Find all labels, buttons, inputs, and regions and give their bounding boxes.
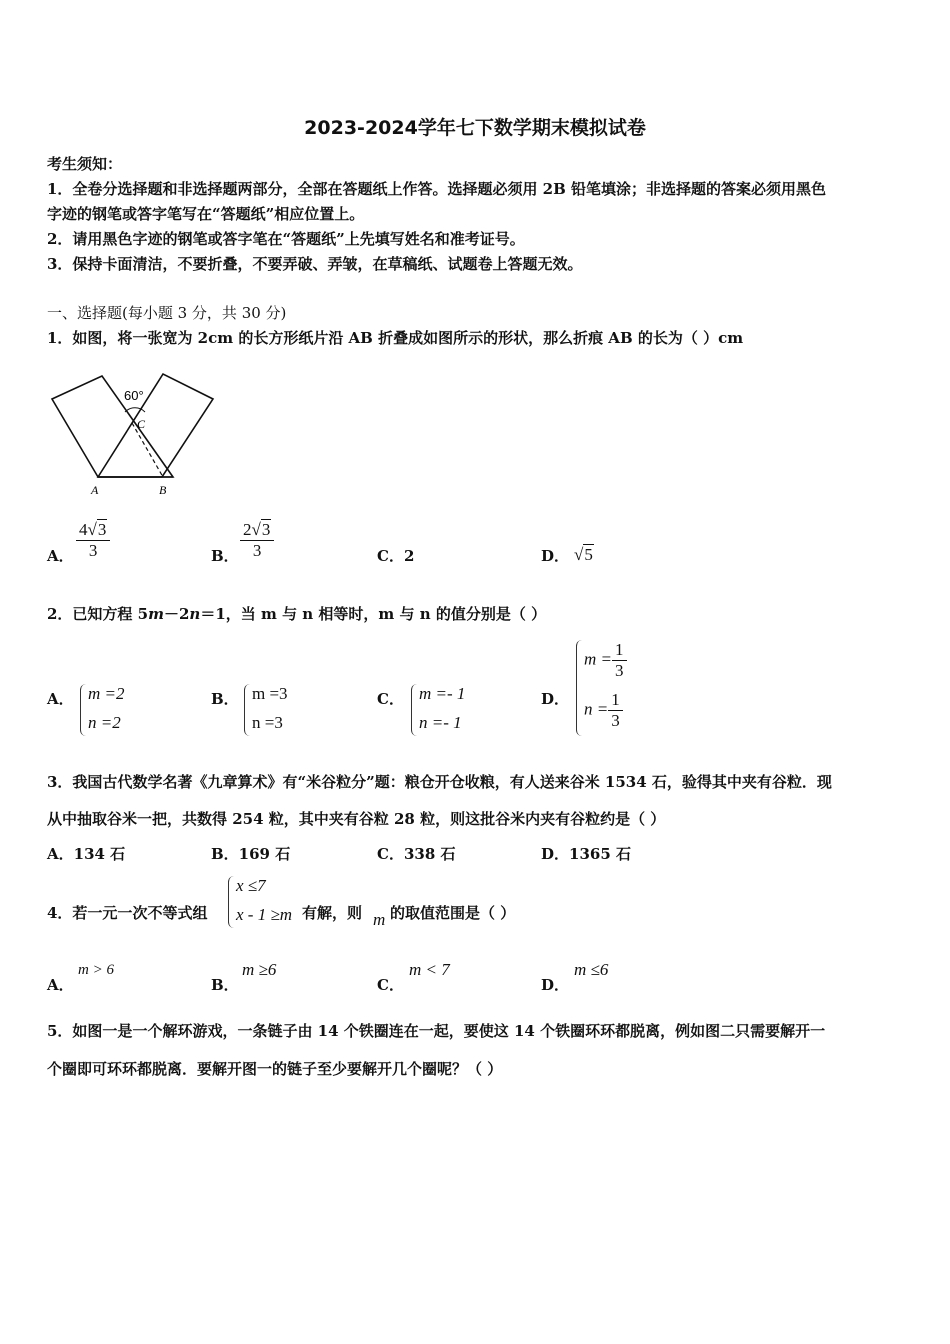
q2-d-num2: 1 <box>608 690 623 711</box>
q2-option-b-row2[interactable] <box>252 713 283 733</box>
q1-option-d-value[interactable]: √5 <box>574 545 593 564</box>
q3-option-a[interactable]: A．134 石 <box>47 845 126 863</box>
q1-option-b-value[interactable]: $\frac{2√3}{3}$ <box>240 520 274 561</box>
q2-option-a-brace <box>80 684 87 736</box>
q2-option-c-row2[interactable] <box>419 713 462 733</box>
section-heading: 一、选择题(每小题 3 分，共 30 分) <box>47 304 287 322</box>
q4-row-2 <box>236 905 292 925</box>
q3-option-b[interactable]: B．169 石 <box>211 845 291 863</box>
q1-option-a-value[interactable]: $\frac{4√3}{3}$ <box>76 520 110 561</box>
q4-option-c-label: C． <box>377 976 404 994</box>
q4-option-a-value[interactable]: m > 6 <box>78 962 114 978</box>
q4-option-b-value[interactable]: m ≥6 <box>242 960 277 979</box>
notice-heading: 考生须知： <box>47 155 123 173</box>
notice-line-1a: 1．全卷分选择题和非选择题两部分，全部在答题纸上作答。选择题必须用 2B 铅笔填涂；非选择题的答案必须用黑色 <box>47 180 827 198</box>
q4-option-d-label: D． <box>541 976 570 994</box>
q2-option-a-row2[interactable] <box>88 713 121 733</box>
page-title: 2023-2024学年七下数学期末模拟试卷 <box>304 117 646 139</box>
q3-option-c[interactable]: C．338 石 <box>377 845 456 863</box>
q2-text-post: ＝1，当 m 与 n 相等时，m 与 n 的值分别是（ ） <box>200 605 547 623</box>
q2-c-r2: n =- 1 <box>419 713 462 732</box>
q2-var-n: n <box>189 605 201 623</box>
q2-option-a-label: A． <box>47 690 74 708</box>
q1-a-coef: 4 <box>79 520 88 539</box>
q2-option-d-row2[interactable] <box>584 690 623 731</box>
q2-d-v1: m = <box>584 649 612 669</box>
q3-option-d[interactable]: D．1365 石 <box>541 845 631 863</box>
q5-line-2: 个圈即可环环都脱离．要解开图一的链子至少要解开几个圈呢？（ ） <box>47 1060 503 1078</box>
q4-brace <box>228 876 235 928</box>
q4-r1: x ≤7 <box>236 876 266 895</box>
q2-c-r1: m =- 1 <box>419 684 466 703</box>
q2-option-b-brace <box>244 684 251 736</box>
q2-option-c-brace <box>411 684 418 736</box>
q3-line-1: 3．我国古代数学名著《九章算术》有“米谷粒分”题：粮仓开仓收粮，有人送来谷米 1534 石，验得其中夹有谷粒．现 <box>47 773 832 791</box>
q2-option-a-row1[interactable] <box>88 684 125 704</box>
q4-row-1 <box>236 876 266 896</box>
q2-text <box>47 603 546 624</box>
q2-b-r1: m =3 <box>252 684 288 703</box>
q2-d-v2: n = <box>584 699 609 719</box>
q1-option-b-label: B． <box>211 547 239 565</box>
q1-fold-figure <box>45 368 220 503</box>
q4-text-mid: 有解，则 <box>302 904 363 922</box>
q4-r2: x - 1 ≥m <box>236 905 293 924</box>
q1-b-coef: 2 <box>243 520 252 539</box>
q2-a-r2: n =2 <box>88 713 121 732</box>
q1-angle-label: 60° <box>124 388 144 403</box>
q4-text-post: 的取值范围是（ ） <box>390 904 516 922</box>
q2-d-den2: 3 <box>611 711 620 730</box>
notice-line-2: 2．请用黑色字迹的钢笔或答字笔在“答题纸”上先填写姓名和准考证号。 <box>47 230 525 248</box>
q2-var-m: m <box>148 605 164 623</box>
q1-b-rad: 3 <box>261 520 271 539</box>
q2-text-mid: －2 <box>163 605 190 623</box>
q1-option-d-label: D． <box>541 547 570 565</box>
q2-option-d-brace <box>576 640 583 736</box>
q1-dashed-line <box>132 423 163 477</box>
q1-label-a: A <box>91 483 99 497</box>
q4-option-a-label: A． <box>47 976 74 994</box>
q4-var-m: m <box>373 910 386 929</box>
q2-option-b-row1[interactable] <box>252 684 288 704</box>
q4-option-d-value[interactable]: m ≤6 <box>574 960 609 979</box>
q1-right-strip <box>98 374 213 477</box>
q2-d-num1: 1 <box>612 640 627 661</box>
q2-option-c-row1[interactable] <box>419 684 465 704</box>
q1-option-c[interactable]: C．2 <box>377 547 415 565</box>
q2-option-d-label: D． <box>541 690 570 708</box>
notice-line-1b: 字迹的钢笔或答字笔写在“答题纸”相应位置上。 <box>47 205 365 223</box>
q2-a-r1: m =2 <box>88 684 125 703</box>
q2-option-b-label: B． <box>211 690 239 708</box>
q4-option-b-label: B． <box>211 976 239 994</box>
q1-label-b: B <box>159 483 167 497</box>
q1-label-c: C <box>137 417 146 431</box>
q1-text: 1．如图，将一张宽为 2cm 的长方形纸片沿 AB 折叠成如图所示的形状，那么折痕 AB 的长为（ ）cm <box>47 329 744 347</box>
q2-option-c-label: C． <box>377 690 404 708</box>
q1-a-rad: 3 <box>97 520 107 539</box>
q1-a-den: 3 <box>88 541 98 560</box>
q4-text-pre: 4．若一元一次不等式组 <box>47 904 208 922</box>
q3-line-2: 从中抽取谷米一把，共数得 254 粒，其中夹有谷粒 28 粒，则这批谷米内夹有谷粒约是（ ） <box>47 810 666 828</box>
q2-text-pre: 2．已知方程 5 <box>47 605 149 623</box>
q2-option-d-row1[interactable] <box>584 640 627 681</box>
q1-b-den: 3 <box>252 541 262 560</box>
q5-line-1: 5．如图一是一个解环游戏，一条链子由 14 个铁圈连在一起，要使这 14 个铁圈环环都脱离，例如图二只需要解开一 <box>47 1022 826 1040</box>
q2-b-r2: n =3 <box>252 713 283 732</box>
notice-line-3: 3．保持卡面清洁，不要折叠，不要弄破、弄皱，在草稿纸、试题卷上答题无效。 <box>47 255 583 273</box>
q1-d-rad: 5 <box>584 545 593 564</box>
q1-option-a-label: A． <box>47 547 74 565</box>
q2-d-den1: 3 <box>615 661 624 680</box>
q4-option-c-value[interactable]: m < 7 <box>409 960 450 979</box>
